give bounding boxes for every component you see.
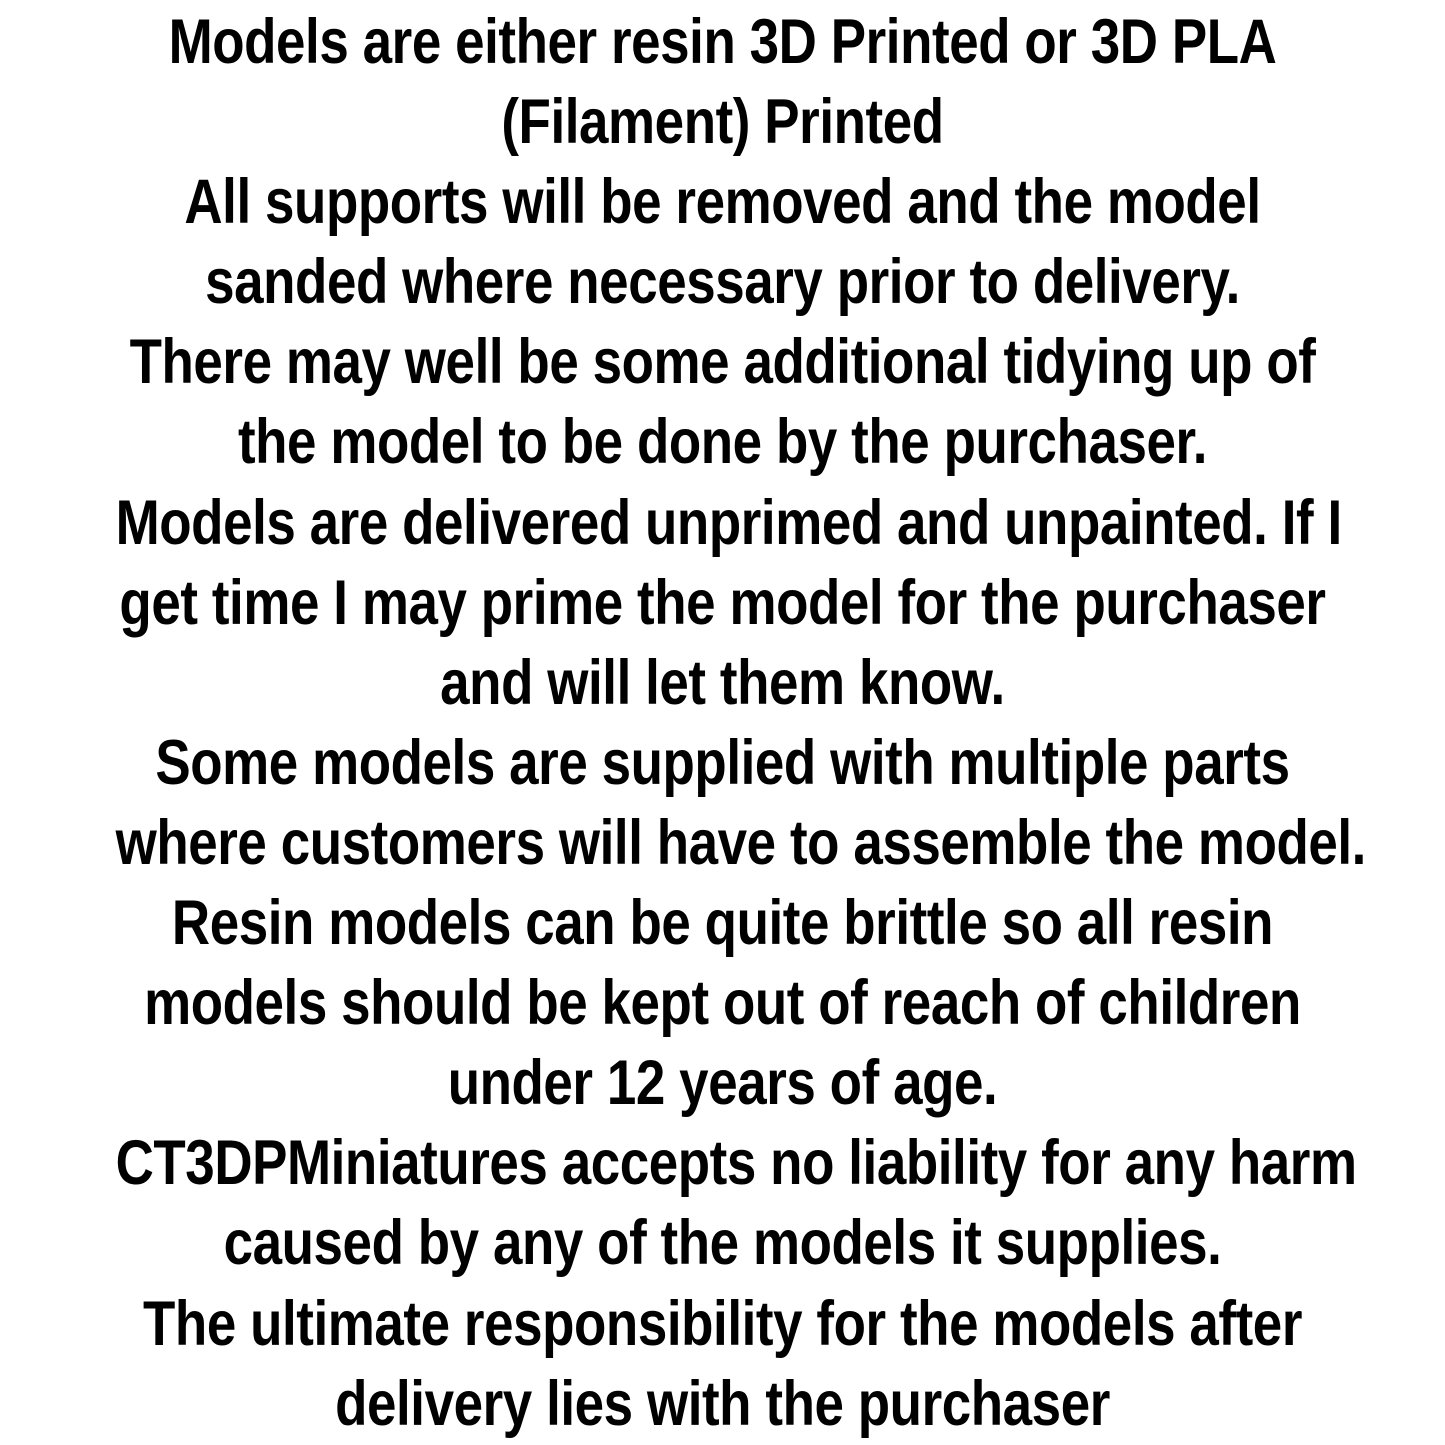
- disclaimer-line: All supports will be removed and the model: [184, 167, 1261, 238]
- disclaimer-line: Some models are supplied with multiple parts: [155, 727, 1290, 798]
- disclaimer-line: under 12 years of age.: [447, 1048, 998, 1119]
- disclaimer-line: delivery lies with the purchaser: [335, 1368, 1110, 1439]
- disclaimer-line: There may well be some additional tidying up of: [129, 327, 1316, 398]
- disclaimer-line: caused by any of the models it supplies.: [223, 1208, 1222, 1279]
- disclaimer-line: sanded where necessary prior to delivery.: [205, 247, 1240, 318]
- disclaimer-line: The ultimate responsibility for the models after: [143, 1288, 1302, 1359]
- disclaimer-line: the model to be done by the purchaser.: [237, 407, 1208, 478]
- disclaimer-line: Resin models can be quite brittle so all resin: [171, 888, 1274, 959]
- disclaimer-line: where customers will have to assemble the model.: [115, 807, 1366, 878]
- disclaimer-line: and will let them know.: [440, 647, 1005, 718]
- disclaimer-line: Models are delivered unprimed and unpainted. If I: [115, 487, 1342, 558]
- disclaimer-line: CT3DPMiniatures accepts no liability for any harm: [115, 1128, 1357, 1199]
- disclaimer-line: get time I may prime the model for the purchaser: [119, 567, 1326, 638]
- disclaimer-line: models should be kept out of reach of children: [144, 968, 1301, 1039]
- disclaimer-line: Models are either resin 3D Printed or 3D PLA: [168, 7, 1277, 77]
- disclaimer-line: (Filament) Printed: [501, 87, 944, 158]
